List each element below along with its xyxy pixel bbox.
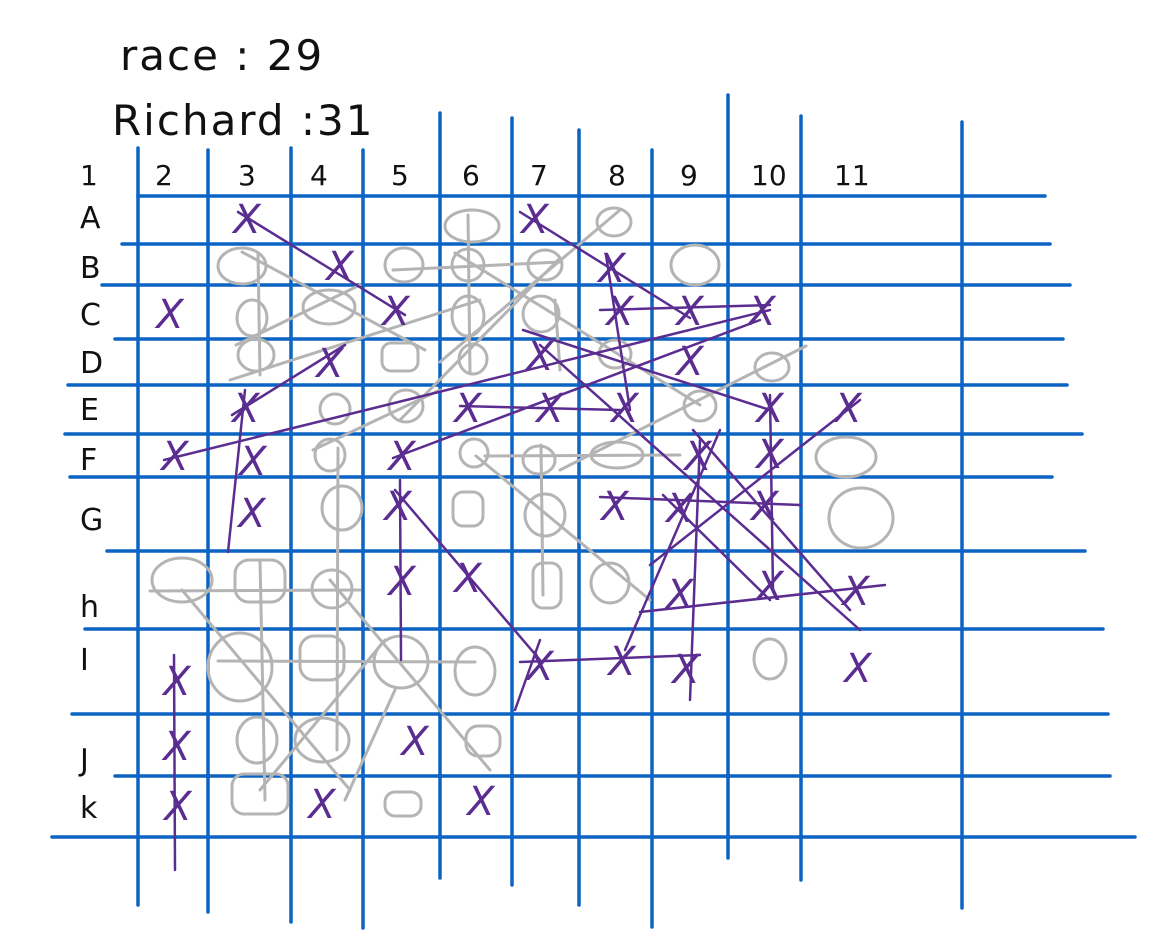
o-piece [754, 639, 786, 679]
x-mark: X [156, 292, 184, 338]
o-line [337, 448, 338, 750]
col-label: 3 [238, 159, 256, 192]
o-piece [591, 563, 629, 603]
row-label: k [80, 791, 98, 826]
x-mark: X [526, 644, 554, 690]
o-piece [445, 210, 499, 242]
o-line [218, 661, 475, 662]
o-piece [533, 563, 561, 608]
x-mark: X [238, 491, 266, 537]
x-mark: X [751, 484, 779, 530]
row-labels [78, 201, 103, 826]
o-piece [237, 717, 277, 763]
x-mark: X [601, 484, 629, 530]
o-piece [232, 774, 288, 814]
o-line [236, 285, 360, 345]
o-piece [315, 439, 345, 471]
o-piece [523, 446, 555, 474]
o-piece [455, 647, 495, 695]
col-label: 5 [391, 159, 409, 192]
row-label: C [80, 298, 101, 333]
grid-lines [52, 95, 1135, 928]
o-piece [671, 245, 719, 285]
x-mark: X [598, 246, 626, 292]
x-mark: X [233, 197, 261, 243]
x-mark: X [454, 556, 482, 602]
col-label: 10 [751, 159, 787, 192]
row-label: F [80, 443, 98, 478]
o-piece [453, 492, 483, 526]
x-mark: X [834, 386, 862, 432]
x-mark: X [536, 386, 564, 432]
x-mark: X [316, 341, 344, 387]
column-numbers [80, 159, 870, 192]
x-mark: X [454, 386, 482, 432]
o-piece [152, 558, 212, 602]
o-piece [382, 343, 418, 371]
x-mark: X [388, 434, 416, 480]
x-mark: X [756, 386, 784, 432]
row-label: E [80, 393, 99, 428]
x-mark: X [606, 289, 634, 335]
x-mark: X [239, 439, 267, 485]
col-label: 1 [80, 159, 98, 192]
row-label: I [80, 643, 89, 678]
row-label: J [80, 743, 89, 778]
o-line [485, 455, 680, 456]
x-mark: X [401, 719, 429, 765]
row-label: B [80, 251, 101, 286]
x-mark: X [326, 244, 354, 290]
col-label: 9 [680, 159, 698, 192]
x-mark: X [164, 784, 192, 830]
col-label: 7 [530, 159, 548, 192]
x-mark: X [232, 386, 260, 432]
o-piece [597, 208, 631, 236]
x-mark: X [844, 646, 872, 692]
col-label: 2 [155, 159, 173, 192]
row-label: A [80, 201, 101, 236]
x-mark: X [676, 289, 704, 335]
x-mark: X [388, 559, 416, 605]
x-mark: X [756, 432, 784, 478]
o-piece [459, 344, 487, 374]
row-label: D [80, 346, 104, 381]
x-mark: X [748, 289, 776, 335]
score-player1: race : 29 [120, 31, 325, 80]
o-piece [385, 792, 421, 816]
row-label: G [80, 503, 104, 538]
o-piece [829, 488, 893, 548]
row-label: h [80, 590, 100, 625]
col-label: 11 [834, 159, 870, 192]
o-line [541, 445, 543, 595]
x-mark: X [608, 639, 636, 685]
col-label: 6 [462, 159, 480, 192]
x-mark: X [666, 486, 694, 532]
score-player2: Richard :31 [112, 96, 375, 145]
o-line [313, 390, 440, 450]
x-mark: X [842, 569, 870, 615]
o-line [258, 253, 260, 375]
x-mark: X [521, 197, 549, 243]
x-mark: X [526, 334, 554, 380]
x-mark: X [666, 572, 694, 618]
x-mark: X [611, 386, 639, 432]
x-mark: X [382, 289, 410, 335]
x-mark: X [161, 434, 189, 480]
x-mark: X [684, 434, 712, 480]
o-piece [385, 248, 423, 282]
o-piece [322, 486, 362, 530]
x-line [650, 400, 860, 565]
x-mark: X [676, 339, 704, 385]
col-label: 8 [608, 159, 626, 192]
x-mark: X [756, 564, 784, 610]
o-piece [816, 437, 876, 477]
x-mark: X [163, 659, 191, 705]
col-label: 4 [310, 159, 328, 192]
x-mark: X [467, 779, 495, 825]
x-mark: X [672, 647, 700, 693]
x-mark: X [384, 484, 412, 530]
x-mark: X [308, 782, 336, 828]
x-mark: X [163, 724, 191, 770]
o-line [345, 690, 395, 800]
o-piece [466, 726, 500, 756]
